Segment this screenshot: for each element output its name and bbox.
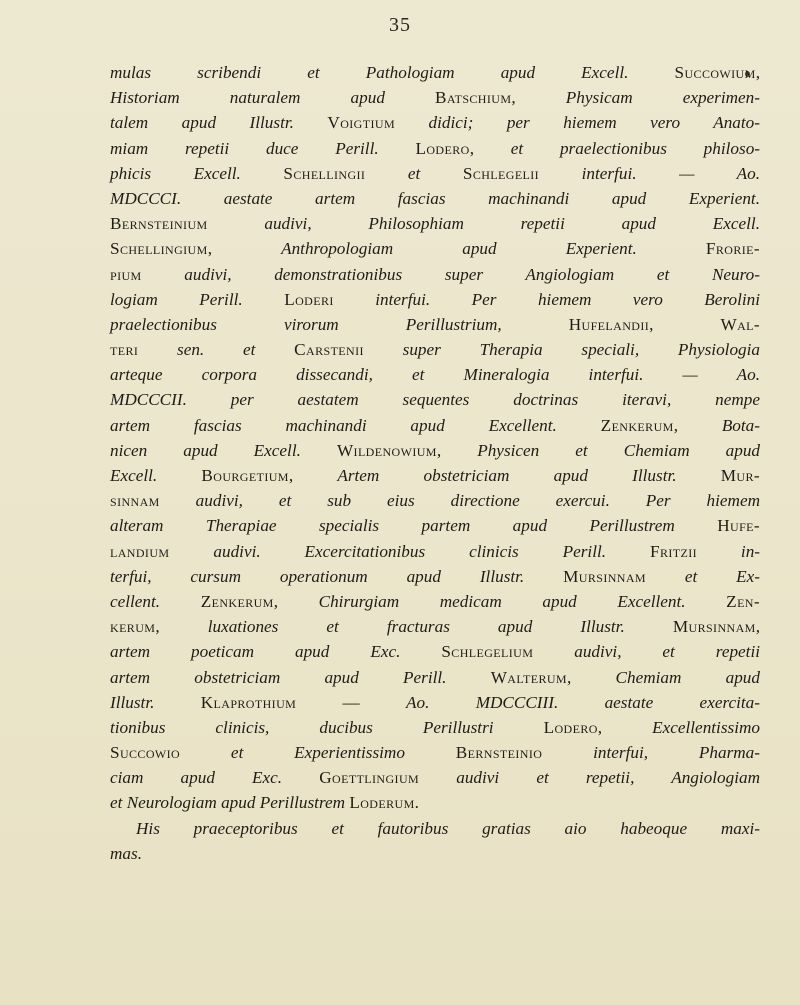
text-run: Voigtium [327, 113, 396, 133]
text-run: , [273, 591, 319, 611]
text-line [110, 589, 760, 614]
text-line [110, 438, 760, 463]
text-run: et Experientissimo [180, 743, 456, 763]
text-run: Historiam naturalem apud [110, 88, 435, 108]
text-run: Ao. MDCCCIII. aestate exercita- [406, 692, 760, 712]
text-run: Bernsteinio [455, 743, 543, 763]
text-run: Mursinnam [672, 617, 756, 637]
text-run: Chirurgiam medicam apud Excellent. [318, 591, 727, 611]
text-run: Schellingium [110, 239, 208, 259]
text-line [110, 236, 760, 261]
text-run: , [597, 717, 653, 737]
text-run: , [755, 617, 761, 637]
text-run: Schlegelii [462, 163, 540, 183]
text-run: et [365, 163, 463, 183]
text-run: Bota- [721, 415, 760, 435]
text-run: Succowio [110, 743, 181, 763]
text-line [110, 161, 760, 186]
text-run: His praeceptoribus et fautoribus gratias aio habeoque maxi- [136, 818, 760, 838]
text-run: luxationes et fracturas apud Illustr. [207, 617, 673, 637]
text-run: Physicam experimen- [565, 88, 761, 108]
text-run: alteram Therapiae specialis partem apud Perillustrem [110, 516, 718, 536]
text-run: artem poeticam apud Exc. [110, 642, 442, 662]
text-line [110, 262, 760, 287]
text-run: , [436, 440, 478, 460]
text-run: MDCCCI. aestate artem fascias machinandi apud Experient. [110, 188, 760, 208]
text-run: Fritzii [649, 541, 697, 561]
text-run: audivi, et repetii [533, 642, 761, 662]
text-run: Bourgetium [201, 466, 289, 485]
text-line [110, 85, 760, 110]
text-line [110, 614, 760, 639]
text-run: Klaprothium [200, 692, 297, 712]
text-run: , [288, 466, 338, 485]
text-line [110, 413, 760, 438]
text-run: Anthropologiam apud Experient. [281, 239, 706, 259]
text-run: mas. [110, 843, 142, 863]
text-run: Hufe- [717, 516, 760, 536]
text-line [110, 312, 760, 337]
text-run: et Neurologiam apud Perillustrem [110, 793, 350, 813]
text-run: Lodero [415, 138, 470, 158]
text-run: logiam Perill. [110, 289, 285, 309]
text-run: Schlegelium [441, 642, 534, 662]
text-line [110, 337, 760, 362]
text-line [110, 841, 760, 866]
text-line [110, 287, 760, 312]
text-line [110, 186, 760, 211]
text-run: in- [697, 541, 761, 561]
text-run: Excellentissimo [652, 717, 760, 737]
text-run: Loderum [349, 793, 415, 813]
text-run: Wal- [720, 314, 760, 334]
text-run: teri [110, 340, 139, 360]
text-line [110, 715, 760, 740]
text-run: Lodero [543, 717, 598, 737]
text-line [110, 110, 760, 135]
text-run: Hufelandii [568, 314, 650, 334]
text-line [110, 765, 760, 790]
text-run: , [673, 415, 722, 435]
text-run: talem apud Illustr. [110, 113, 328, 133]
text-run: landium [110, 541, 170, 561]
text-line [110, 816, 760, 841]
text-run: Excell. [110, 466, 202, 485]
text-run: Chemiam apud [615, 667, 760, 687]
text-run: arteque corpora dissecandi, et Mineralogia interfui. — Ao. [110, 365, 760, 385]
text-line [110, 136, 760, 161]
text-run: Zenkerum [200, 591, 274, 611]
text-run: Mur- [720, 466, 761, 485]
text-run: phicis Excell. [110, 163, 284, 183]
text-run: Walterum [490, 667, 568, 687]
text-run: et praelectionibus philoso- [510, 138, 761, 158]
text-run: audivi, Philosophiam repetii apud Excell. [207, 214, 760, 234]
text-line [110, 639, 760, 664]
text-run: sinnam [110, 491, 160, 511]
text-run: terfui, cursum operationum apud Illustr. [110, 566, 564, 586]
text-line [110, 539, 760, 564]
text-run: Zenkerum [600, 415, 674, 435]
text-run: artem fascias machinandi apud Excellent. [110, 415, 601, 435]
text-line [110, 387, 760, 412]
text-line [110, 790, 760, 815]
text-run: Mursinnam [563, 566, 646, 586]
text-run: cellent. [110, 591, 201, 611]
text-run: Schellingii [283, 163, 366, 183]
text-run: tionibus clinicis, ducibus Perillustri [110, 717, 544, 737]
text-run: MDCCCII. per aestatem sequentes doctrinas iteravi, nempe [110, 390, 760, 410]
text-run: audivi, et sub eius directione exercui. Per hiemem [159, 491, 760, 511]
text-line [110, 362, 760, 387]
text-run: Succowium [674, 63, 756, 82]
text-line [110, 513, 760, 538]
text-run: interfui. — Ao. [539, 163, 760, 183]
text-run: Bernsteinium [110, 214, 208, 234]
text-run: Goettlingium [319, 768, 420, 788]
text-run: Loderi [284, 289, 334, 309]
text-run: mulas scribendi et Pathologiam apud Excell. [110, 63, 675, 82]
text-line [110, 60, 760, 85]
text-run: didici; per hiemem vero Anato- [395, 113, 760, 133]
text-run: et Ex- [646, 566, 760, 586]
text-line [110, 211, 760, 236]
text-run: ciam apud Exc. [110, 768, 320, 788]
text-run: , [755, 63, 760, 82]
text-run: audivi. Excercitationibus clinicis Perill. [169, 541, 650, 561]
text-run: , [469, 138, 511, 158]
text-run: , [155, 617, 208, 637]
text-run: Frorie- [705, 239, 761, 259]
text-run: praelectionibus virorum Perillustrium, [110, 314, 569, 334]
text-run: pium [110, 264, 142, 284]
page-number: 35 [389, 14, 411, 36]
text-run: Artem obstetriciam apud Illustr. [337, 466, 721, 485]
text-line [110, 665, 760, 690]
text-line [110, 463, 760, 488]
text-run: Illustr. [110, 692, 201, 712]
text-run: , [207, 239, 282, 259]
text-line [110, 488, 760, 513]
text-run: nicen apud Excell. [110, 440, 337, 460]
text-run: sen. et [138, 340, 295, 360]
text-run: , [511, 88, 566, 108]
text-run: — [296, 692, 406, 712]
text-run: interfui. Per hiemem vero Berolini [333, 289, 761, 309]
text-line [110, 564, 760, 589]
text-line [110, 690, 760, 715]
text-run: Carstenii [294, 340, 364, 360]
text-run: artem obstetriciam apud Perill. [110, 667, 491, 687]
text-run: audivi et repetii, Angiologiam [419, 768, 760, 788]
text-run: . [414, 793, 419, 813]
text-run: Physicen et Chemiam apud [477, 440, 761, 460]
text-run: , [649, 314, 721, 334]
text-run: Batschium [435, 88, 512, 108]
text-run: Wildenowium [336, 440, 437, 460]
text-run: kerum [110, 617, 156, 637]
text-run: interfui, Pharma- [542, 743, 760, 763]
text-run: super Therapia speciali, Physiologia [363, 340, 760, 360]
text-run: , [567, 667, 616, 687]
text-run: audivi, demonstrationibus super Angiologiam et Neuro- [141, 264, 760, 284]
text-line [110, 740, 760, 765]
text-run: Zen- [726, 591, 760, 611]
body-text [110, 60, 760, 866]
text-run: miam repetii duce Perill. [110, 138, 416, 158]
